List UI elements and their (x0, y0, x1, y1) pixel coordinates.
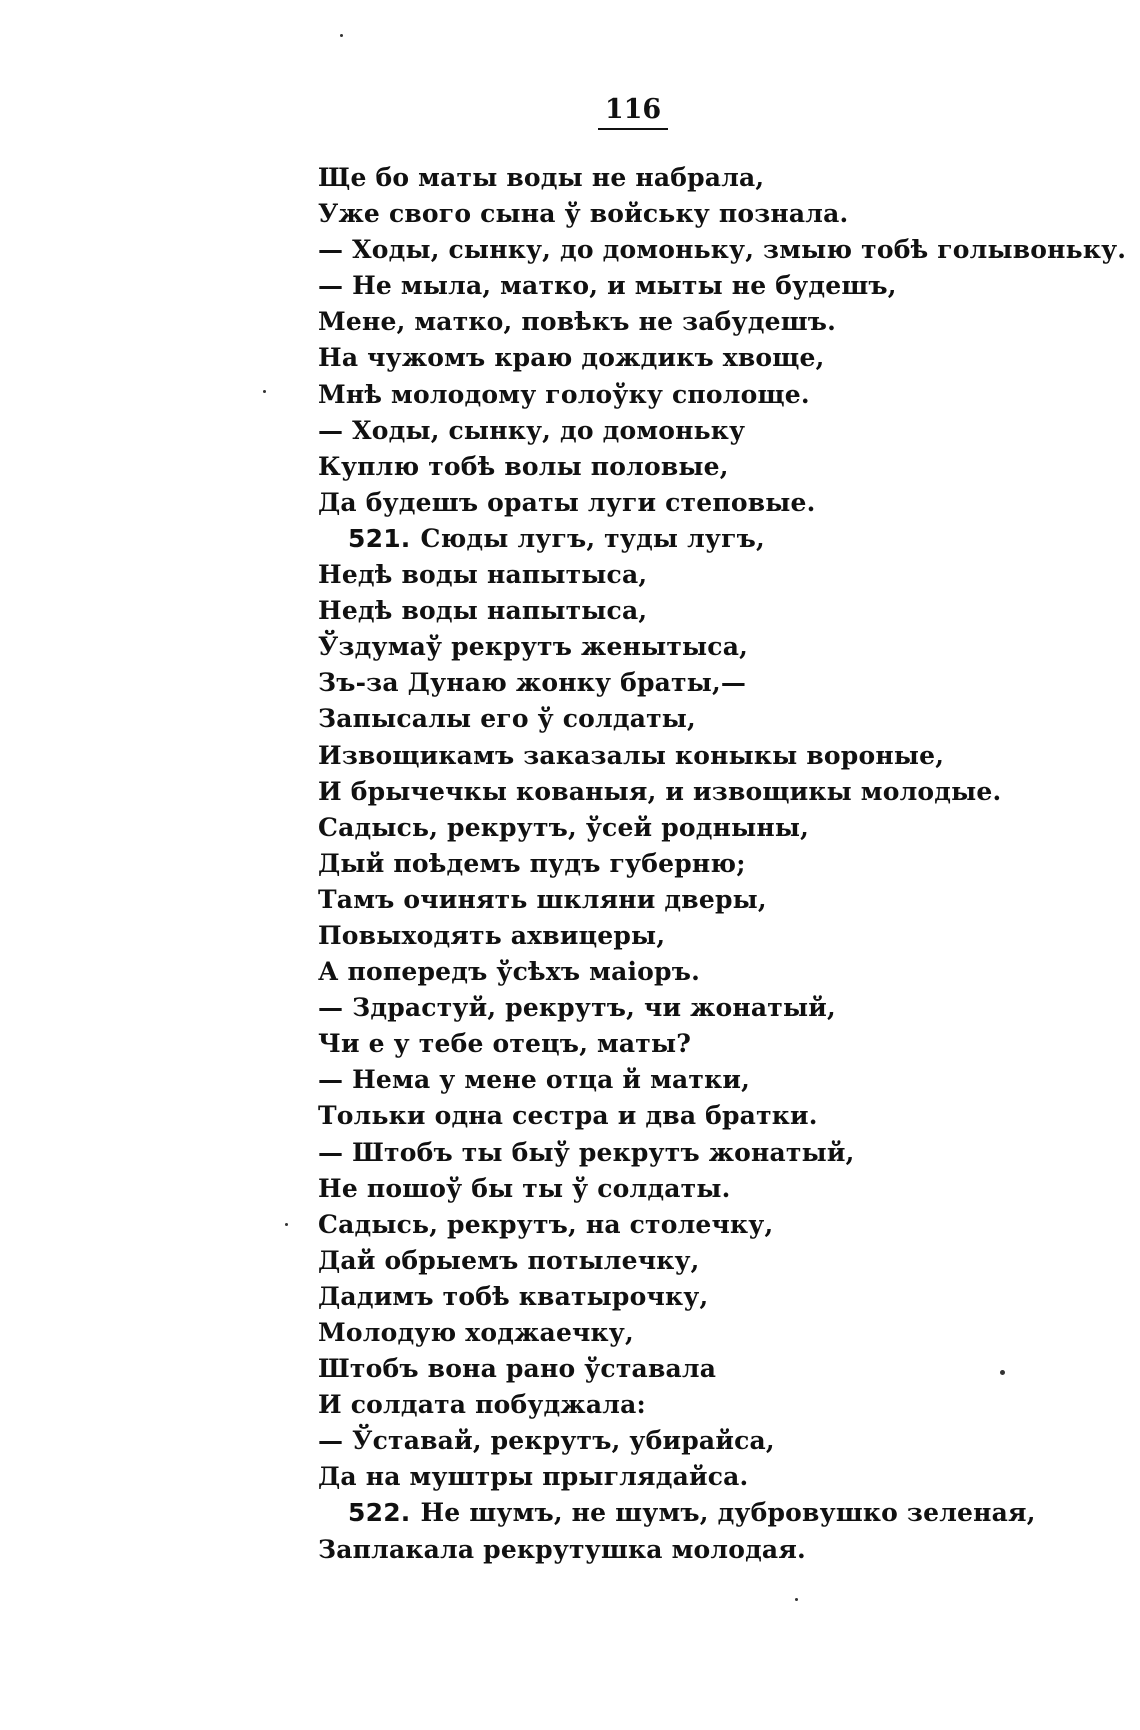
line-text: Тольки одна сестра и два братки. (318, 1101, 818, 1131)
line-text: Тамъ очинять шкляни дверы, (318, 884, 767, 914)
song-number: 522. (348, 1498, 411, 1528)
song-number: 521. (348, 523, 411, 553)
text-line (318, 846, 1118, 882)
print-speck (340, 34, 343, 37)
line-text: — Штобъ ты быў рекрутъ жонатый, (318, 1137, 855, 1167)
line-text: Извощикамъ заказалы коныкы вороные, (318, 740, 945, 770)
text-line (318, 1279, 1118, 1315)
print-speck (263, 390, 266, 393)
line-text: — Ходы, сынку, до домоньку, змыю тобѣ голывоньку. (318, 235, 1127, 265)
text-line (318, 810, 1118, 846)
line-text: Да на муштры прыглядайса. (318, 1462, 749, 1492)
line-text: Дый поѣдемъ пудъ губерню; (318, 848, 746, 878)
line-text: Чи е у тебе отецъ, маты? (318, 1029, 692, 1059)
text-line (318, 593, 1118, 629)
line-text: Уже свого сына ў войську познала. (318, 199, 849, 229)
song-start-line (318, 1495, 1118, 1531)
text-line (318, 1062, 1118, 1098)
line-text: Молодую ходжаечку, (318, 1318, 634, 1347)
line-text: — Ўставай, рекрутъ, убирайса, (318, 1426, 775, 1456)
print-speck (795, 1598, 798, 1601)
line-text: Ўздумаў рекрутъ женытыса, (318, 632, 749, 662)
line-text: Повыходять ахвицеры, (318, 920, 666, 950)
text-line (318, 1351, 1118, 1387)
line-text: — Нема у мене отца й матки, (318, 1065, 750, 1095)
text-line (318, 1098, 1118, 1134)
text-line (318, 1243, 1118, 1279)
text-line (318, 1387, 1118, 1423)
text-line (318, 557, 1118, 593)
text-line (318, 1315, 1118, 1351)
text-line (318, 882, 1118, 918)
text-line (318, 340, 1118, 376)
line-text: Ще бо маты воды не набрала, (318, 163, 765, 192)
page-number: 116 (598, 92, 668, 130)
line-text: — Здрастуй, рекрутъ, чи жонатый, (318, 993, 836, 1023)
text-line (318, 1532, 1118, 1568)
line-text: Дадимъ тобѣ кватырочку, (318, 1281, 709, 1311)
line-text: Не шумъ, не шумъ, дубровушко зеленая, (420, 1498, 1036, 1528)
line-text: Недѣ воды напытыса, (318, 596, 648, 626)
text-line (318, 990, 1118, 1026)
text-line (318, 196, 1118, 232)
print-speck (1000, 1370, 1005, 1375)
text-line (318, 377, 1118, 413)
text-line (318, 1207, 1118, 1243)
text-line (318, 1026, 1118, 1062)
line-text: А попередъ ўсѣхъ маіоръ. (318, 957, 701, 987)
text-line (318, 629, 1118, 665)
text-line (318, 1423, 1118, 1459)
line-text: Мене, матко, повѣкъ не забудешъ. (318, 307, 837, 337)
line-text: — Не мыла, матко, и мыты не будешъ, (318, 271, 897, 301)
text-line (318, 774, 1118, 810)
text-line (318, 413, 1118, 449)
text-line (318, 701, 1118, 737)
text-line (318, 918, 1118, 954)
line-text: Дай обрыемъ потылечку, (318, 1245, 700, 1275)
text-line (318, 485, 1118, 521)
text-line (318, 665, 1118, 701)
text-line (318, 1459, 1118, 1495)
song-start-line (318, 521, 1118, 557)
line-text: Садысь, рекрутъ, ўсей родныны, (318, 812, 810, 842)
text-line (318, 304, 1118, 340)
text-line (318, 954, 1118, 990)
line-text: Запысалы его ў солдаты, (318, 704, 696, 734)
line-text: И солдата побуджала: (318, 1390, 646, 1420)
poem-text (318, 160, 1127, 1568)
line-text: Мнѣ молодому голоўку сполоще. (318, 379, 810, 409)
text-line (318, 232, 1127, 268)
line-text: Заплакала рекрутушка молодая. (318, 1534, 806, 1564)
line-text: Недѣ воды напытыса, (318, 560, 648, 590)
text-line (318, 268, 1118, 304)
line-text: Штобъ вона рано ўставала (318, 1354, 717, 1384)
text-line (318, 1135, 1118, 1171)
line-text: Куплю тобѣ волы половые, (318, 451, 729, 481)
line-text: И брычечкы кованыя, и извощикы молодые. (318, 776, 1002, 806)
line-text: — Ходы, сынку, до домоньку (318, 415, 746, 445)
text-line (318, 1171, 1118, 1207)
print-speck (285, 1223, 288, 1226)
text-line (318, 160, 1118, 196)
text-line (318, 449, 1118, 485)
line-text: Садысь, рекрутъ, на столечку, (318, 1209, 774, 1239)
line-text: Сюды лугъ, туды лугъ, (420, 523, 765, 553)
line-text: Зъ-за Дунаю жонку браты,— (318, 668, 747, 698)
line-text: Не пошоў бы ты ў солдаты. (318, 1173, 731, 1203)
text-line (318, 738, 1118, 774)
line-text: Да будешъ ораты луги степовые. (318, 487, 816, 517)
line-text: На чужомъ краю дождикъ хвоще, (318, 343, 825, 373)
